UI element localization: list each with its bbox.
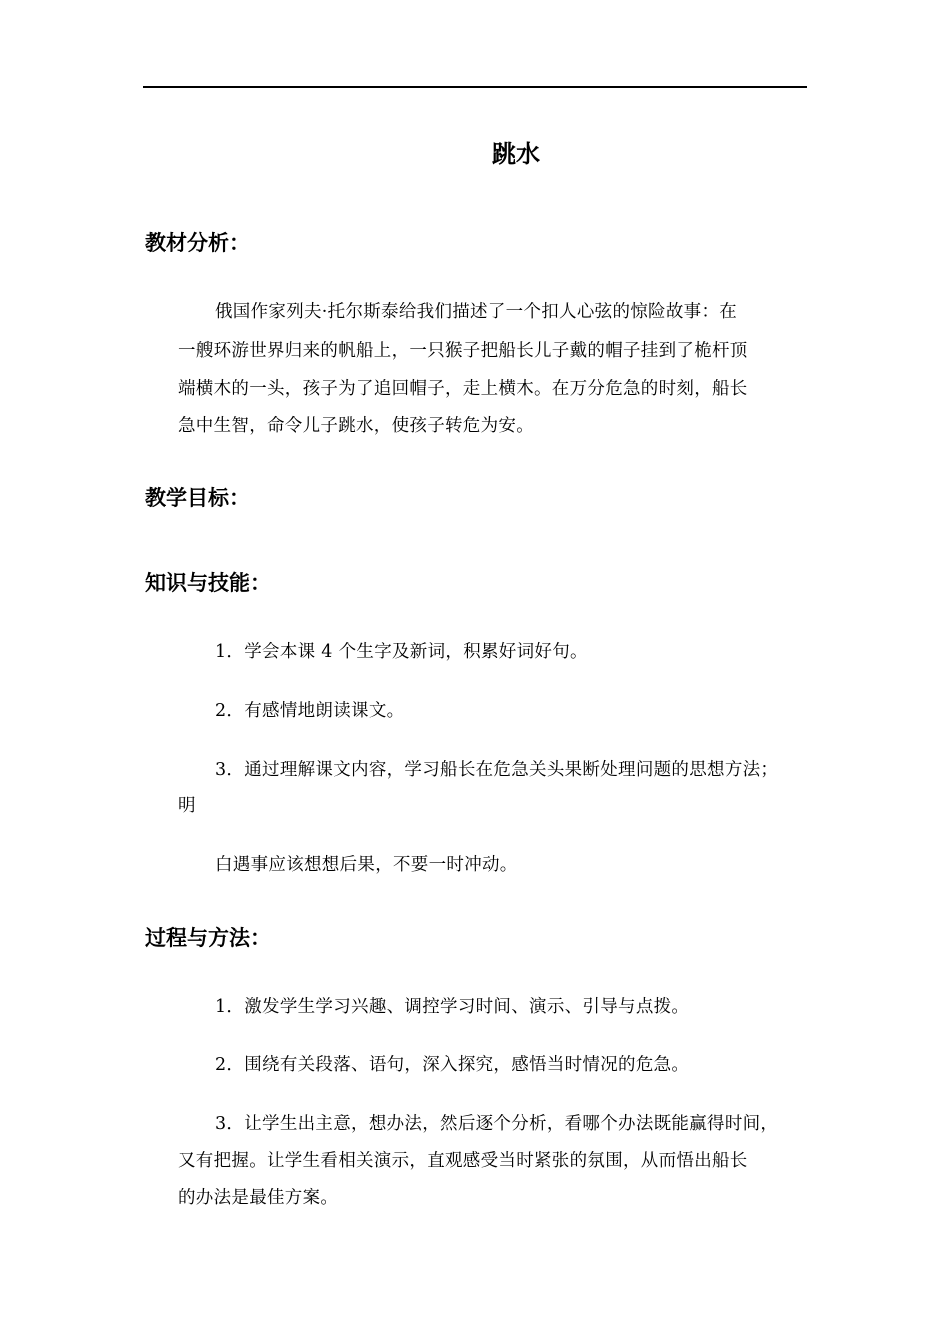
knowledge-item-3-line-1: 3．通过理解课文内容，学习船长在危急关头果断处理问题的思想方法； xyxy=(215,760,779,780)
analysis-line-2: 一艘环游世界归来的帆船上，一只猴子把船长儿子戴的帽子挂到了桅杆顶 xyxy=(178,341,748,361)
section-heading-process: 过程与方法： xyxy=(145,926,271,950)
section-heading-goals: 教学目标： xyxy=(145,486,250,510)
header-rule xyxy=(143,86,807,88)
process-item-3-line-1: 3．让学生出主意，想办法，然后逐个分析，看哪个办法既能赢得时间， xyxy=(215,1114,779,1134)
section-heading-analysis: 教材分析： xyxy=(145,231,250,255)
analysis-line-1: 俄国作家列夫·托尔斯泰给我们描述了一个扣人心弦的惊险故事：在 xyxy=(215,302,738,322)
knowledge-item-3-line-3: 白遇事应该想想后果，不要一时冲动。 xyxy=(215,855,518,875)
process-item-2: 2．围绕有关段落、语句，深入探究，感悟当时情况的危急。 xyxy=(215,1055,690,1075)
section-heading-knowledge: 知识与技能： xyxy=(145,571,271,595)
knowledge-item-2: 2．有感情地朗读课文。 xyxy=(215,701,405,721)
analysis-line-3: 端横木的一头，孩子为了追回帽子，走上横木。在万分危急的时刻，船长 xyxy=(178,379,748,399)
knowledge-item-1: 1．学会本课 4 个生字及新词，积累好词好句。 xyxy=(215,642,588,662)
analysis-line-4: 急中生智，命令儿子跳水，使孩子转危为安。 xyxy=(178,416,534,436)
process-item-3-line-2: 又有把握。让学生看相关演示，直观感受当时紧张的氛围，从而悟出船长 xyxy=(178,1151,748,1171)
process-item-1: 1．激发学生学习兴趣、调控学习时间、演示、引导与点拨。 xyxy=(215,997,690,1017)
process-item-3-line-3: 的办法是最佳方案。 xyxy=(178,1188,339,1208)
knowledge-item-3-line-2: 明 xyxy=(178,796,196,816)
page-title: 跳水 xyxy=(492,140,540,168)
